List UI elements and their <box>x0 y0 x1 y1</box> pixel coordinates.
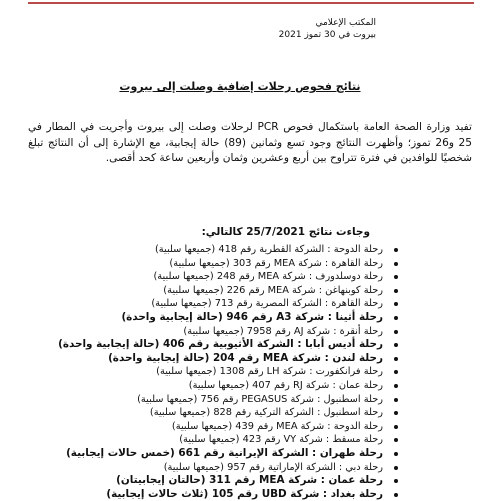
flight-result-text: رحلة كوبنهاغن : شركة MEA رقم 226 (جميعها سلبية) <box>163 284 383 296</box>
flight-result-text: رحلة اسطنبول : الشركة التركية رقم 828 (جميعها سلبية) <box>149 407 383 419</box>
bullet-icon <box>394 438 398 442</box>
office-name: المكتب الإعلامي <box>315 18 376 28</box>
flight-result-text: رحلة اسطنبول : شركة PEGASUS رقم 756 (جميعها سلبية) <box>137 393 383 405</box>
bullet-icon <box>394 262 398 266</box>
document-title <box>0 80 480 93</box>
flight-result-item <box>8 474 398 488</box>
flight-result-text: رحلة عمان : شركة MEA رقم 311 (حالتان إيجابيتان) <box>116 474 383 487</box>
bullet-icon <box>394 316 398 320</box>
bullet-icon <box>394 425 398 429</box>
bullet-icon <box>394 370 398 374</box>
bullet-icon <box>394 302 398 306</box>
flight-result-item <box>8 297 398 311</box>
bullet-icon <box>394 330 398 334</box>
bullet-icon <box>394 398 398 402</box>
flight-result-text: رحلة لندن : شركة MEA رقم 204 (حالة إيجابية واحدة) <box>108 351 383 364</box>
flight-result-item <box>8 406 398 420</box>
flight-result-text: رحلة الدوحة : الشركة القطرية رقم 418 (جميعها سلبية) <box>154 244 383 255</box>
bullet-icon <box>394 452 398 456</box>
bullet-icon <box>394 493 398 497</box>
bullet-icon <box>394 357 398 361</box>
flight-result-item <box>8 352 398 366</box>
flight-result-item <box>8 270 398 284</box>
bullet-icon <box>394 479 398 483</box>
flight-result-text: رحلة أديس أبابا : الشركة الأثيوبية رقم 406 (حالة إيجابية واحدة) <box>58 338 383 351</box>
flight-result-item <box>8 311 398 325</box>
bullet-icon <box>394 248 398 252</box>
flight-result-text: رحلة الدوحة : شركة MEA رقم 439 (جميعها سلبية) <box>171 420 383 432</box>
flight-result-text: رحلة فرانكفورت : شركة LH رقم 1308 (جميعها سلبية) <box>156 366 383 378</box>
office-header <box>279 17 376 41</box>
bullet-icon <box>394 466 398 470</box>
flight-result-item <box>8 325 398 339</box>
flight-result-text: رحلة القاهرة : شركة MEA رقم 303 (جميعها سلبية) <box>169 257 383 269</box>
flight-result-text: رحلة عمان : شركة RJ رقم 407 (جميعها سلبية) <box>188 379 383 391</box>
flight-result-text: رحلة أثينا : شركة A3 رقم 946 (حالة إيجابية واحدة) <box>121 310 383 323</box>
flight-result-item <box>8 338 398 352</box>
flight-result-item <box>8 433 398 447</box>
flight-result-item <box>8 379 398 393</box>
flight-result-item <box>8 243 398 257</box>
document-title-text: نتائج فحوص رحلات إضافية وصلت إلى بيروت <box>119 80 361 93</box>
header-rule <box>28 2 474 4</box>
flight-result-item <box>8 365 398 379</box>
flight-result-item <box>8 447 398 461</box>
flight-result-item <box>8 420 398 434</box>
flight-result-text: رحلة مسقط : شركة VY رقم 423 (جميعها سلبية) <box>179 434 383 446</box>
flight-result-item <box>8 257 398 271</box>
flight-result-text: رحلة طهران : الشركة الإيرانية رقم 661 (خمس حالات إيجابية) <box>66 446 383 459</box>
flight-result-text: رحلة بغداد : شركة UBD رقم 105 (ثلاث حالات إيجابية) <box>106 487 383 500</box>
bullet-icon <box>394 275 398 279</box>
flight-result-text: رحلة أنقرة : شركة AJ رقم 7958 (جميعها سلبية) <box>183 325 383 337</box>
bullet-icon <box>394 411 398 415</box>
intro-paragraph: تفيد وزارة الصحة العامة باستكمال فحوص PCR لرحلات وصلت إلى بيروت وأجريت في المطار في 25 و26 تموز؛ وأظهرت النتائج وجود تسع وثمانين (89) حالة إيجابية، مع الإشارة إلى أن النتائج تبلغ شخصيًا للوافدين في فترة تتراوح بين أربع وعشرين وثمان وأربعين ساعة كحد أقصى. <box>28 121 472 164</box>
flight-results-list <box>8 243 398 501</box>
flight-result-text: رحلة دوسلدورف : شركة MEA رقم 248 (جميعها سلبية) <box>153 271 383 283</box>
flight-result-item <box>8 488 398 501</box>
bullet-icon <box>394 343 398 347</box>
flight-result-item <box>8 461 398 475</box>
flight-result-text: رحلة القاهرة : الشركة المصرية رقم 713 (جميعها سلبية) <box>151 298 383 310</box>
bullet-icon <box>394 384 398 388</box>
flight-result-item <box>8 284 398 298</box>
bullet-icon <box>394 289 398 293</box>
results-heading: وجاءت نتائج 25/7/2021 كالتالي: <box>201 226 370 238</box>
flight-result-item <box>8 393 398 407</box>
release-date: بيروت في 30 تموز 2021 <box>278 30 376 40</box>
flight-result-text: رحلة دبي : الشركة الإماراتية رقم 957 (جميعها سلبية) <box>163 461 383 473</box>
